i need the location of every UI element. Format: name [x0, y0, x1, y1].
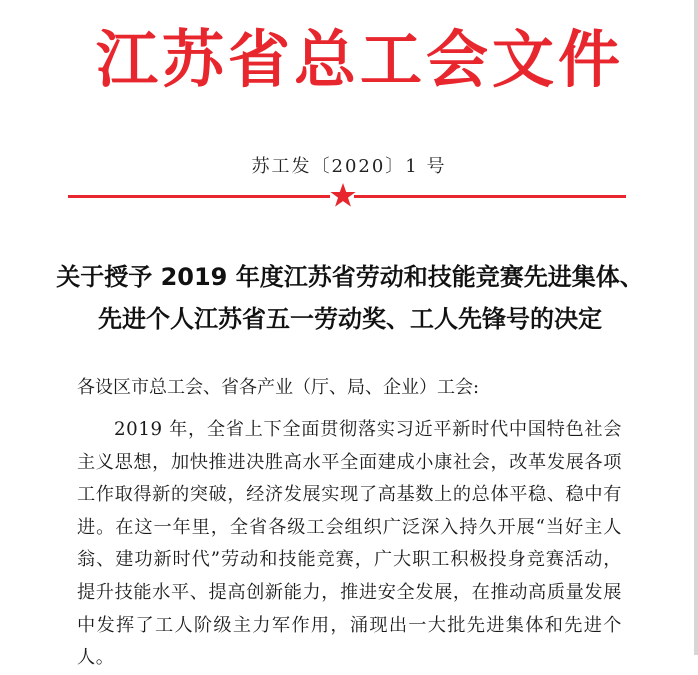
salutation: 各设区市总工会、省各产业（厅、局、企业）工会:	[77, 377, 480, 398]
red-rule-left	[68, 195, 330, 198]
body-paragraph: 2019 年，全省上下全面贯彻落实习近平新时代中国特色社会主义思想，加快推进决胜高水平全面建成小康社会，改革发展各项工作取得新的突破，经济发展实现了高基数上的总体平稳、稳中有进。在这一年里，全省各级工会组织广泛深入持久开展“当好主人翁、建功新时代”劳动和技能竞赛，广大职工积极投身竞赛活动，提升技能水平、提高创新能力，推进安全发展，在推动高质量发展中发挥了工人阶级主力军作用，涌现出一大批先进集体和先进个人。	[77, 419, 622, 669]
decision-title-line-2: 先进个人江苏省五一劳动奖、工人先锋号的决定	[98, 305, 602, 333]
red-rule-right	[354, 195, 626, 198]
document-number: 苏工发〔2020〕1 号	[251, 156, 447, 177]
decision-title-line-1: 关于授予 2019 年度江苏省劳动和技能竞赛先进集体、	[56, 263, 644, 291]
agency-header-title: 江苏省总工会文件	[96, 23, 625, 96]
page-edge-shadow	[694, 0, 698, 655]
